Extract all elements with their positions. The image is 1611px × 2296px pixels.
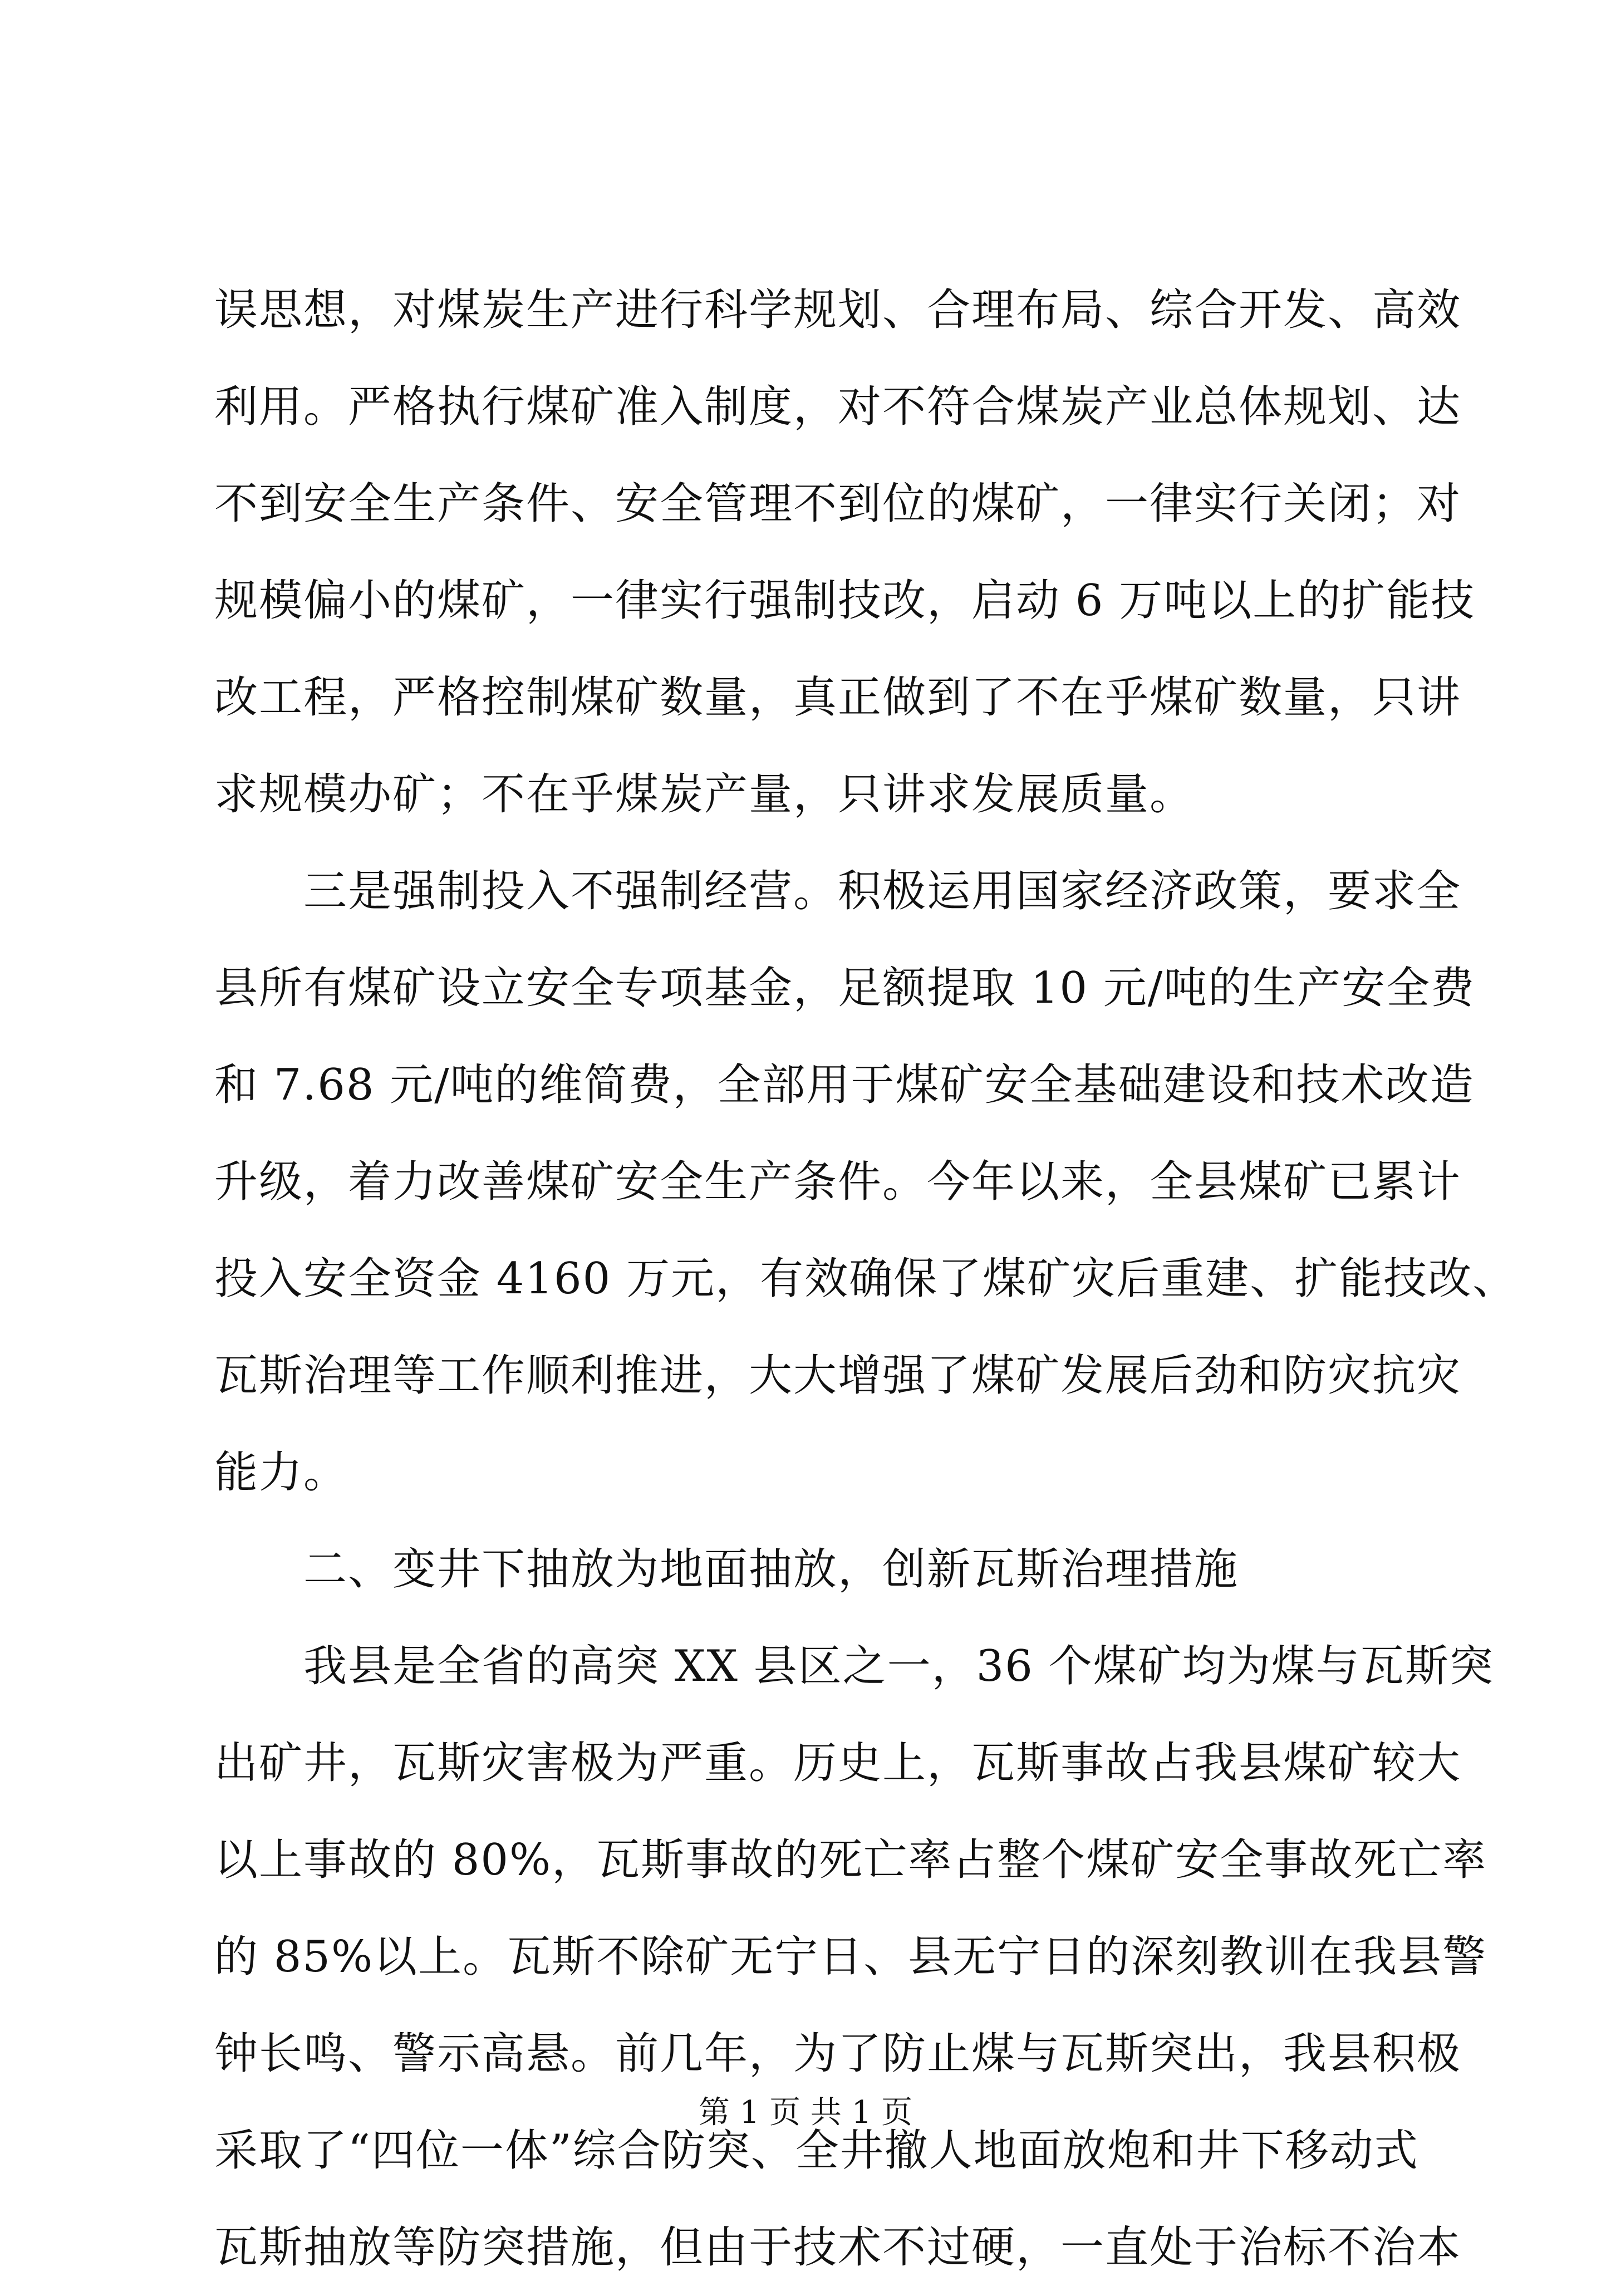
text-line: 的 85%以上。瓦斯不除矿无宁日、县无宁日的深刻教训在我县警 (214, 1932, 1487, 1982)
text-line: 三是强制投入不强制经营。积极运用国家经济政策，要求全 (214, 866, 1462, 916)
text-line: 改工程，严格控制煤矿数量，真正做到了不在乎煤矿数量，只讲 (214, 673, 1462, 723)
text-line: 出矿井，瓦斯灾害极为严重。历史上，瓦斯事故占我县煤矿较大 (214, 1738, 1462, 1788)
body-text (214, 262, 1517, 2296)
text-line: 能力。 (214, 1448, 348, 1498)
text-line: 升级，着力改善煤矿安全生产条件。今年以来，全县煤矿已累计 (214, 1157, 1462, 1207)
text-line: 误思想，对煤炭生产进行科学规划、合理布局、综合开发、高效 (214, 285, 1462, 335)
text-line: 规模偏小的煤矿，一律实行强制技改，启动 6 万吨以上的扩能技 (214, 576, 1476, 626)
text-line: 瓦斯抽放等防突措施，但由于技术不过硬，一直处于治标不治本 (214, 2223, 1462, 2273)
text-line: 求规模办矿；不在乎煤炭产量，只讲求发展质量。 (214, 769, 1195, 820)
text-line: 以上事故的 80%，瓦斯事故的死亡率占整个煤矿安全事故死亡率 (214, 1835, 1487, 1885)
text-line: 投入安全资金 4160 万元，有效确保了煤矿灾后重建、扩能技改、 (214, 1254, 1517, 1304)
text-line: 钟长鸣、警示高悬。前几年，为了防止煤与瓦斯突出，我县积极 (214, 2029, 1462, 2079)
text-line: 和 7.68 元/吨的维简费，全部用于煤矿安全基础建设和技术改造 (214, 1060, 1475, 1110)
text-line: 不到安全生产条件、安全管理不到位的煤矿，一律实行关闭；对 (214, 479, 1462, 529)
text-line: 我县是全省的高突 XX 县区之一，36 个煤矿均为煤与瓦斯突 (214, 1641, 1494, 1691)
section-heading: 二、变井下抽放为地面抽放，创新瓦斯治理措施 (214, 1544, 1239, 1595)
page-number-footer: 第 1 页 共 1 页 (698, 2094, 913, 2131)
text-line: 采取了“四位一体”综合防突、全井撤人地面放炮和井下移动式 (214, 2126, 1419, 2176)
text-line: 县所有煤矿设立安全专项基金，足额提取 10 元/吨的生产安全费 (214, 963, 1476, 1013)
text-line: 瓦斯治理等工作顺利推进，大大增强了煤矿发展后劲和防灾抗灾 (214, 1351, 1462, 1401)
text-line: 利用。严格执行煤矿准入制度，对不符合煤炭产业总体规划、达 (214, 382, 1462, 432)
